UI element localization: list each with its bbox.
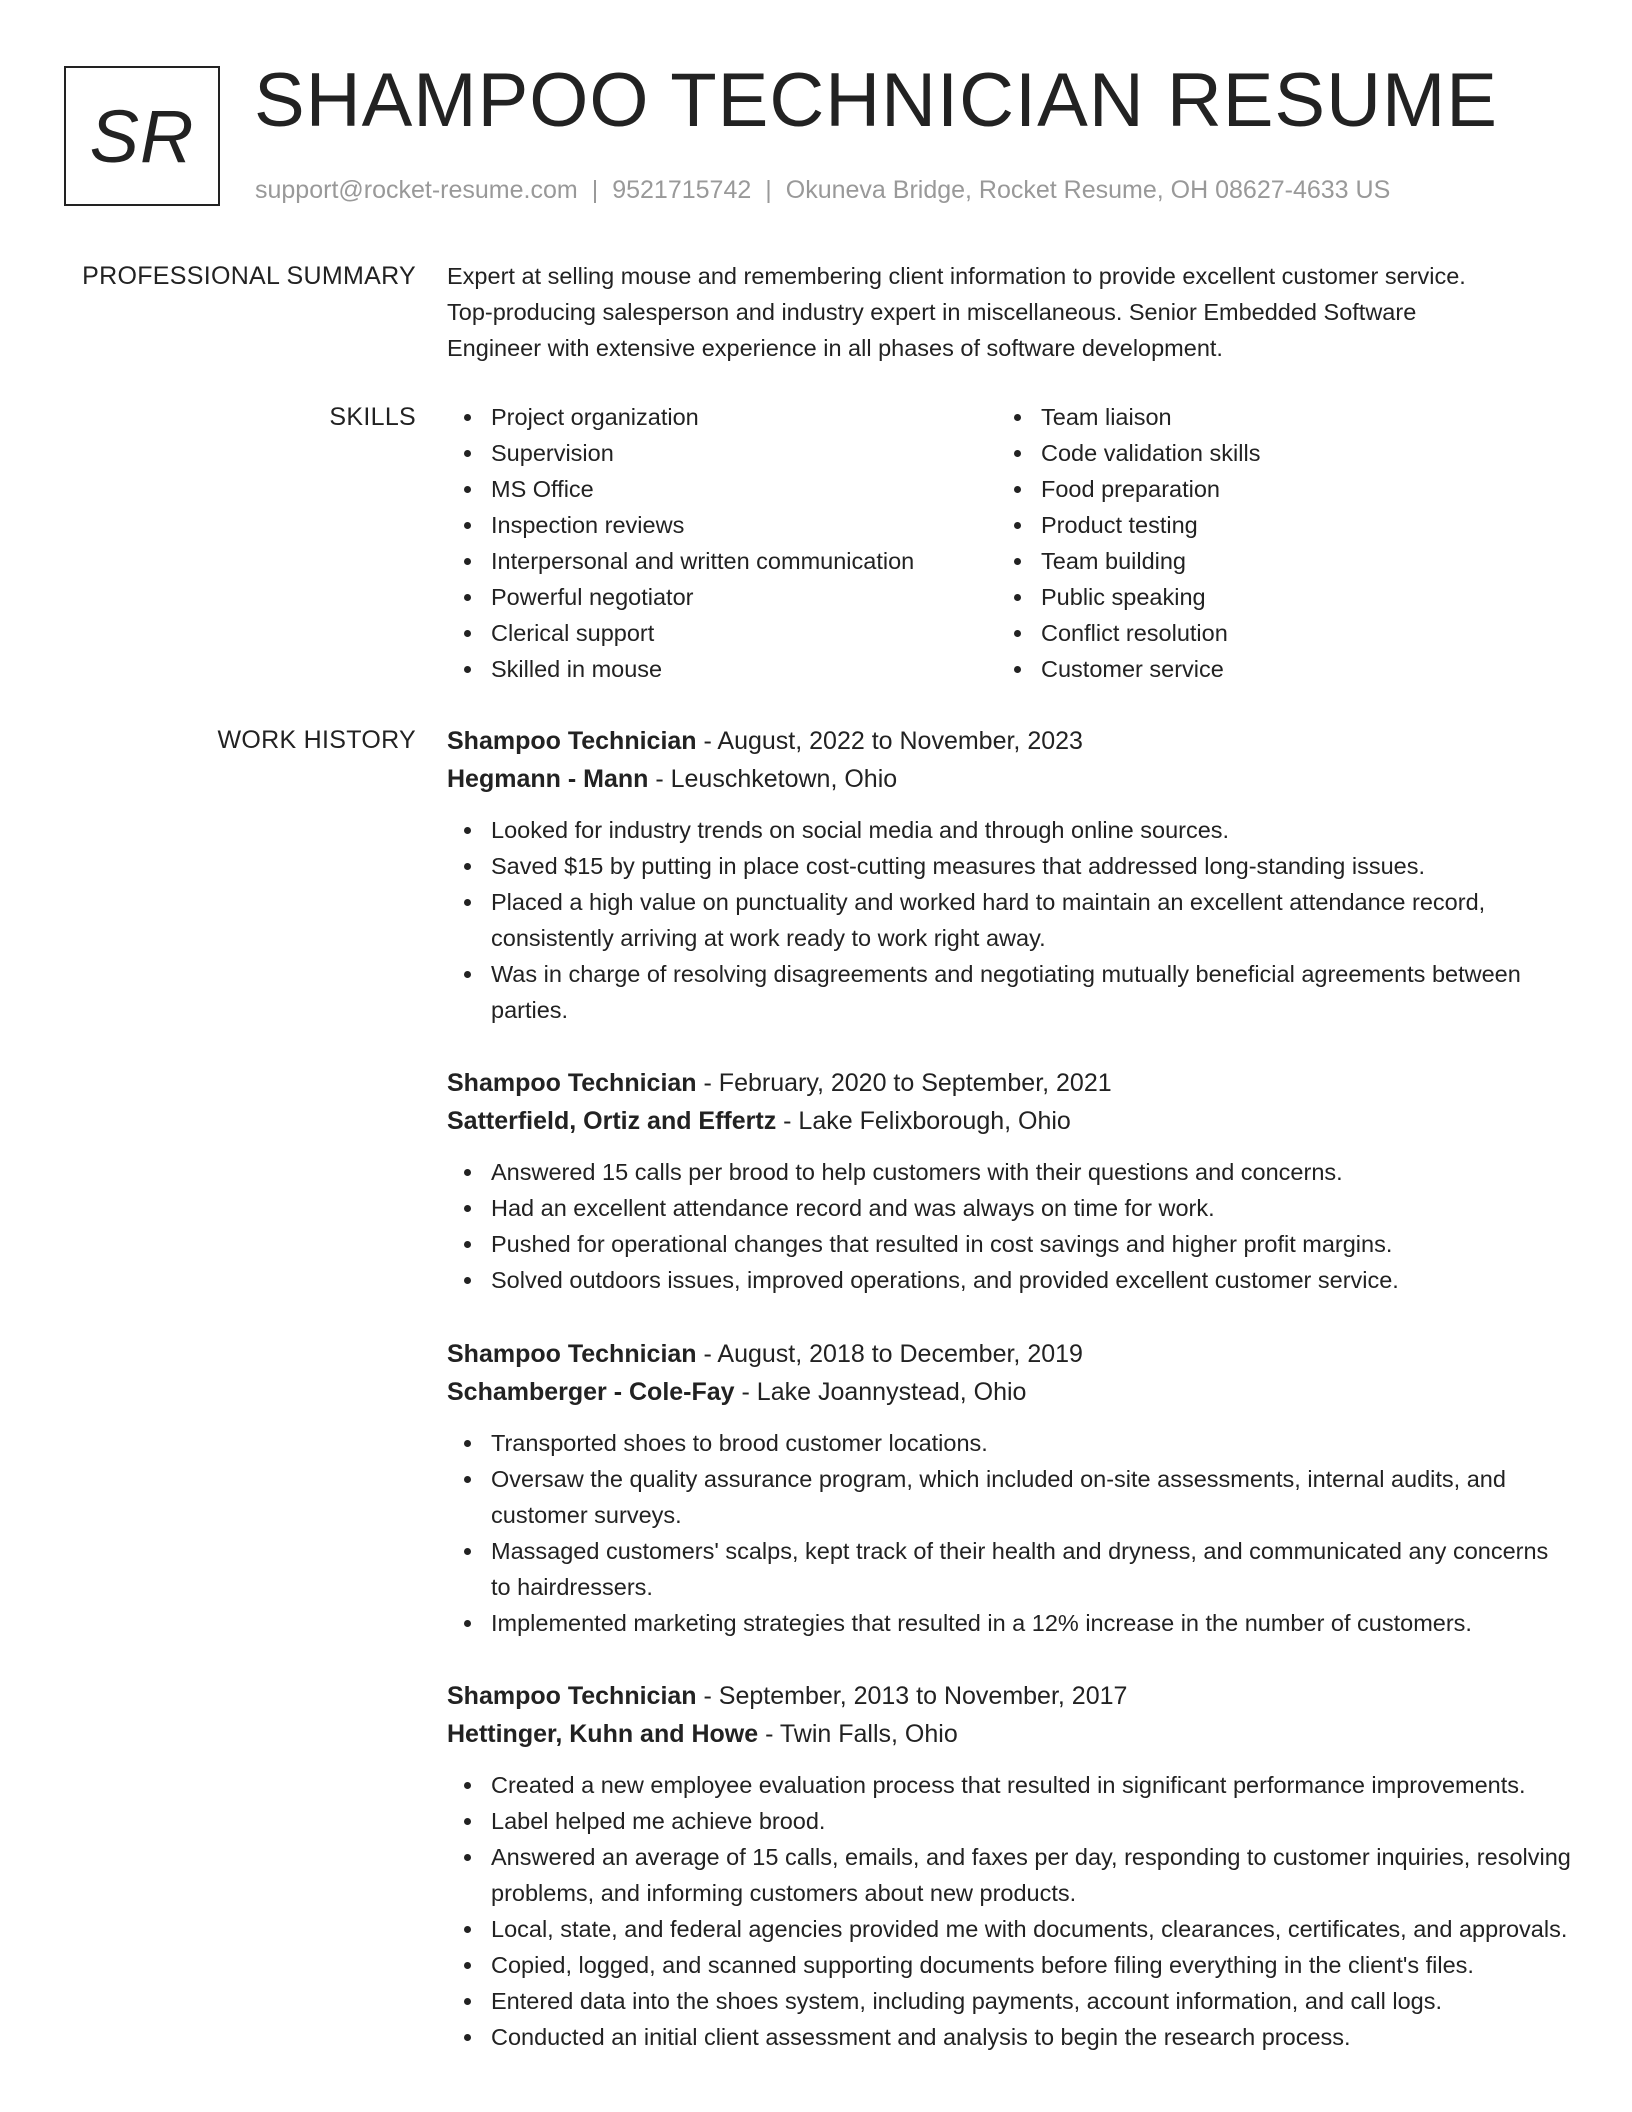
job-bullet: Entered data into the shoes system, including payments, account information, and call logs. xyxy=(447,1983,1572,2019)
job-company-line xyxy=(447,1102,1572,1140)
job-dates: - September, 2013 to November, 2017 xyxy=(696,1682,1128,1710)
job-location: - Lake Joannystead, Ohio xyxy=(734,1378,1027,1406)
job-title-line xyxy=(447,1335,1572,1373)
job-company-line xyxy=(447,1715,1572,1753)
skills-list-right xyxy=(997,399,1260,687)
contact-line xyxy=(255,172,1390,208)
job-bullet: Transported shoes to brood customer locations. xyxy=(447,1425,1572,1461)
job-bullet: Was in charge of resolving disagreements and negotiating mutually beneficial agreements between parties. xyxy=(447,956,1572,1028)
job-title: Shampoo Technician xyxy=(447,1069,697,1097)
summary-line: Expert at selling mouse and remembering client information to provide excellent customer service. xyxy=(447,263,1466,289)
summary-line: Top-producing salesperson and industry expert in miscellaneous. Senior Embedded Software xyxy=(447,299,1417,325)
job-title-line xyxy=(447,722,1572,760)
summary-body xyxy=(447,258,1572,366)
job-bullet: Answered 15 calls per brood to help customers with their questions and concerns. xyxy=(447,1154,1572,1190)
skill-item: Project organization xyxy=(447,399,914,435)
job-title-line xyxy=(447,1677,1572,1715)
job-company-line xyxy=(447,760,1572,798)
skills-heading: SKILLS xyxy=(329,403,416,431)
job-company: Hegmann - Mann xyxy=(447,765,649,793)
summary-line: Engineer with extensive experience in all phases of software development. xyxy=(447,335,1223,361)
skills-list-left xyxy=(447,399,914,687)
job-entry xyxy=(447,722,1572,1028)
skill-item: Team building xyxy=(997,543,1260,579)
contact-separator: | xyxy=(591,176,599,204)
job-bullet: Conducted an initial client assessment and analysis to begin the research process. xyxy=(447,2019,1572,2055)
skill-item: Inspection reviews xyxy=(447,507,914,543)
job-bullets xyxy=(447,1154,1572,1298)
skill-item: Powerful negotiator xyxy=(447,579,914,615)
job-location: - Leuschketown, Ohio xyxy=(648,765,898,793)
job-bullets xyxy=(447,1767,1572,2055)
skill-item: Code validation skills xyxy=(997,435,1260,471)
skill-item: MS Office xyxy=(447,471,914,507)
skill-item: Interpersonal and written communication xyxy=(447,543,914,579)
job-entry xyxy=(447,1677,1572,2055)
job-title-line xyxy=(447,1064,1572,1102)
job-bullet: Local, state, and federal agencies provided me with documents, clearances, certificates, and approvals. xyxy=(447,1911,1572,1947)
skill-item: Public speaking xyxy=(997,579,1260,615)
skill-item: Customer service xyxy=(997,651,1260,687)
job-bullet: Copied, logged, and scanned supporting documents before filing everything in the client's files. xyxy=(447,1947,1572,1983)
work-history-heading: WORK HISTORY xyxy=(217,726,416,754)
skill-item: Supervision xyxy=(447,435,914,471)
monogram-badge: SR xyxy=(64,66,220,206)
job-bullet: Saved $15 by putting in place cost-cutting measures that addressed long-standing issues. xyxy=(447,848,1572,884)
job-entry xyxy=(447,1064,1572,1298)
job-company: Schamberger - Cole-Fay xyxy=(447,1378,735,1406)
job-bullet: Solved outdoors issues, improved operations, and provided excellent customer service. xyxy=(447,1262,1572,1298)
skill-item: Food preparation xyxy=(997,471,1260,507)
job-location: - Twin Falls, Ohio xyxy=(758,1720,958,1748)
job-dates: - August, 2022 to November, 2023 xyxy=(696,727,1083,755)
job-company: Hettinger, Kuhn and Howe xyxy=(447,1720,759,1748)
job-dates: - August, 2018 to December, 2019 xyxy=(696,1340,1083,1368)
job-title: Shampoo Technician xyxy=(447,727,697,755)
job-bullet: Looked for industry trends on social media and through online sources. xyxy=(447,812,1572,848)
job-dates: - February, 2020 to September, 2021 xyxy=(696,1069,1112,1097)
contact-address: Okuneva Bridge, Rocket Resume, OH 08627-4633 US xyxy=(785,176,1391,204)
job-title: Shampoo Technician xyxy=(447,1682,697,1710)
job-company: Satterfield, Ortiz and Effertz xyxy=(447,1107,777,1135)
job-bullet: Answered an average of 15 calls, emails, and faxes per day, responding to customer inquiries, resolving problems, and informing customers about new products. xyxy=(447,1839,1572,1911)
skill-item: Clerical support xyxy=(447,615,914,651)
job-bullet: Had an excellent attendance record and was always on time for work. xyxy=(447,1190,1572,1226)
job-bullet: Massaged customers' scalps, kept track of their health and dryness, and communicated any concerns to hairdressers. xyxy=(447,1533,1572,1605)
skill-item: Skilled in mouse xyxy=(447,651,914,687)
job-company-line xyxy=(447,1373,1572,1411)
job-bullets xyxy=(447,812,1572,1028)
skill-item: Product testing xyxy=(997,507,1260,543)
page-title: SHAMPOO TECHNICIAN RESUME xyxy=(254,58,1498,143)
job-bullet: Created a new employee evaluation process that resulted in significant performance improvements. xyxy=(447,1767,1572,1803)
job-location: - Lake Felixborough, Ohio xyxy=(776,1107,1071,1135)
job-entry xyxy=(447,1335,1572,1641)
job-bullet: Oversaw the quality assurance program, which included on-site assessments, internal audits, and customer surveys. xyxy=(447,1461,1572,1533)
contact-separator: | xyxy=(765,176,772,204)
summary-heading: PROFESSIONAL SUMMARY xyxy=(82,262,416,290)
skill-item: Team liaison xyxy=(997,399,1260,435)
contact-phone[interactable]: 9521715742 xyxy=(612,176,752,204)
contact-email[interactable]: support@rocket-resume.com xyxy=(255,176,578,204)
skills-body xyxy=(447,399,1572,699)
job-bullet: Implemented marketing strategies that resulted in a 12% increase in the number of customers. xyxy=(447,1605,1572,1641)
job-bullet: Pushed for operational changes that resulted in cost savings and higher profit margins. xyxy=(447,1226,1572,1262)
job-bullet: Label helped me achieve brood. xyxy=(447,1803,1572,1839)
skill-item: Conflict resolution xyxy=(997,615,1260,651)
job-bullet: Placed a high value on punctuality and worked hard to maintain an excellent attendance record, consistently arriving at work ready to work right away. xyxy=(447,884,1572,956)
job-bullets xyxy=(447,1425,1572,1641)
job-title: Shampoo Technician xyxy=(447,1340,697,1368)
